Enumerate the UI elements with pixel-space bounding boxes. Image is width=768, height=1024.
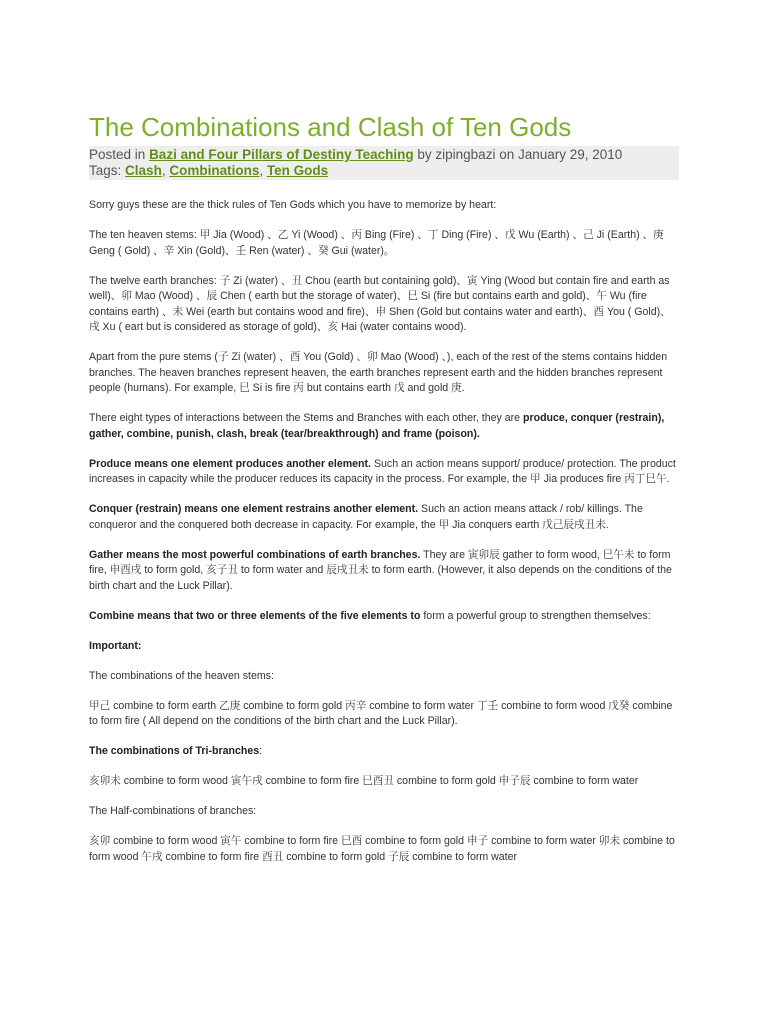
combine-heading: Combine means that two or three elements of the five elements to bbox=[89, 609, 421, 622]
important-heading: Important: bbox=[89, 639, 142, 652]
tag-link-combinations[interactable]: Combinations bbox=[169, 163, 260, 178]
post-meta bbox=[89, 146, 679, 180]
conquer-heading: Conquer (restrain) means one element restrains another element. bbox=[89, 503, 419, 515]
interactions-text: There eight types of interactions between the Stems and Branches with each other, they are bbox=[89, 412, 524, 424]
tag-separator: , bbox=[161, 163, 166, 178]
tri-branch-list: 亥卯未 combine to form wood 寅午戌 combine to form fire 巳酉丑 combine to form gold 申子辰 combine to form water bbox=[89, 775, 639, 787]
produce-text: Such an action means support/ produce/ protection. The product increases in capacity while the producer reduces its capacity in the process. For example, the 甲 Jia produces fire 丙丁巳午. bbox=[89, 457, 676, 485]
heaven-combo-list: 甲己 combine to form earth 乙庚 combine to form gold 丙辛 combine to form water 丁壬 combine to form wood 戊癸 combine to form fire ( All depend on the conditions of the birth chart and the Luck Pillar). bbox=[89, 699, 673, 727]
hidden-branches-paragraph: Apart from the pure stems (子 Zi (water) 、酉 You (Gold) 、卯 Mao (Wood) 、), each of the rest of the stems contains hidden branches. The heaven branches represent heaven, the earth branches represent earth and the hidden branches represent people (humans). For example, 巳 Si is fire 丙 but contains earth 戊 and gold 庚. bbox=[89, 351, 668, 394]
post-content bbox=[89, 198, 679, 865]
gather-paragraph bbox=[89, 548, 679, 595]
author-date: by zipingbazi on January 29, 2010 bbox=[417, 147, 623, 162]
interactions-paragraph bbox=[89, 411, 679, 442]
posted-in-label: Posted in bbox=[89, 147, 146, 162]
interactions-list: produce, conquer (restrain), gather, combine, punish, clash, break (tear/breakthrough) and frame (poison). bbox=[89, 412, 665, 440]
produce-paragraph bbox=[89, 457, 679, 488]
tri-branch-heading: The combinations of Tri-branches bbox=[89, 745, 260, 757]
tri-branch-heading-suffix: : bbox=[259, 745, 263, 757]
tag-link-clash[interactable]: Clash bbox=[125, 163, 162, 178]
gather-heading: Gather means the most powerful combinations of earth branches. bbox=[89, 548, 421, 561]
intro-paragraph: Sorry guys these are the thick rules of Ten Gods which you have to memorize by heart: bbox=[89, 199, 497, 211]
category-link[interactable]: Bazi and Four Pillars of Destiny Teaching bbox=[149, 147, 414, 162]
post-title: The Combinations and Clash of Ten Gods bbox=[89, 112, 572, 142]
tag-link-ten-gods[interactable]: Ten Gods bbox=[266, 163, 329, 178]
conquer-paragraph bbox=[89, 502, 679, 533]
tag-separator: , bbox=[259, 163, 264, 178]
tags-label: Tags: bbox=[89, 163, 122, 178]
half-combo-list bbox=[89, 834, 679, 865]
important-paragraph bbox=[89, 639, 679, 655]
half-combo-line-2: 午戌 combine to form fire 酉丑 combine to form gold 子辰 combine to form water bbox=[141, 850, 518, 863]
half-combo-heading: The Half-combinations of branches: bbox=[89, 805, 257, 817]
combine-paragraph bbox=[89, 609, 679, 625]
combine-text: form a powerful group to strengthen themselves: bbox=[420, 609, 651, 622]
heaven-stems-paragraph: The ten heaven stems: 甲 Jia (Wood) 、乙 Yi (Wood) 、丙 Bing (Fire) 、丁 Ding (Fire) 、戊 Wu (Earth) 、己 Ji (Earth) 、庚 Geng ( Gold) 、辛 Xin (Gold)、壬 Ren (water) 、癸 Gui (water)。 bbox=[89, 229, 664, 257]
tags-line bbox=[89, 163, 677, 179]
heaven-combo-heading: The combinations of the heaven stems: bbox=[89, 669, 274, 682]
conquer-text: Such an action means attack / rob/ killings. The conqueror and the conquered both decrease in capacity. For example, the 甲 Jia conquers earth 戊己辰戌丑未. bbox=[89, 503, 643, 531]
gather-text: They are 寅卯辰 gather to form wood, 巳午未 to form fire, 申酉戌 to form gold, 亥子丑 to form water and 辰戌丑未 to form earth. (However, it also depends on the conditions of the birth chart and the Luck Pillar). bbox=[89, 548, 672, 592]
posted-in-line bbox=[89, 147, 677, 163]
post bbox=[89, 110, 679, 880]
half-combo-line-1: 亥卯 combine to form wood 寅午 combine to form fire 巳酉 combine to form gold 申子 combine to form water 卯未 combine to form wood bbox=[89, 835, 675, 863]
earth-branches-paragraph: The twelve earth branches: 子 Zi (water) 、丑 Chou (earth but containing gold)、寅 Ying (Wood but contain fire and earth as well)、卯 Mao (Wood) 、辰 Chen ( earth but the storage of water)、巳 Si (fire but contains earth and gold)、午 Wu (fire contains earth) 、未 Wei (earth but contains wood and fire)、申 Shen (Gold but contains water and earth)、酉 You ( Gold)、戌 Xu ( eart but is considered as storage of gold)、亥 Hai (water contains wood). bbox=[89, 274, 671, 333]
tri-branch-heading-paragraph bbox=[89, 744, 679, 760]
produce-heading: Produce means one element produces another element. bbox=[89, 457, 371, 470]
